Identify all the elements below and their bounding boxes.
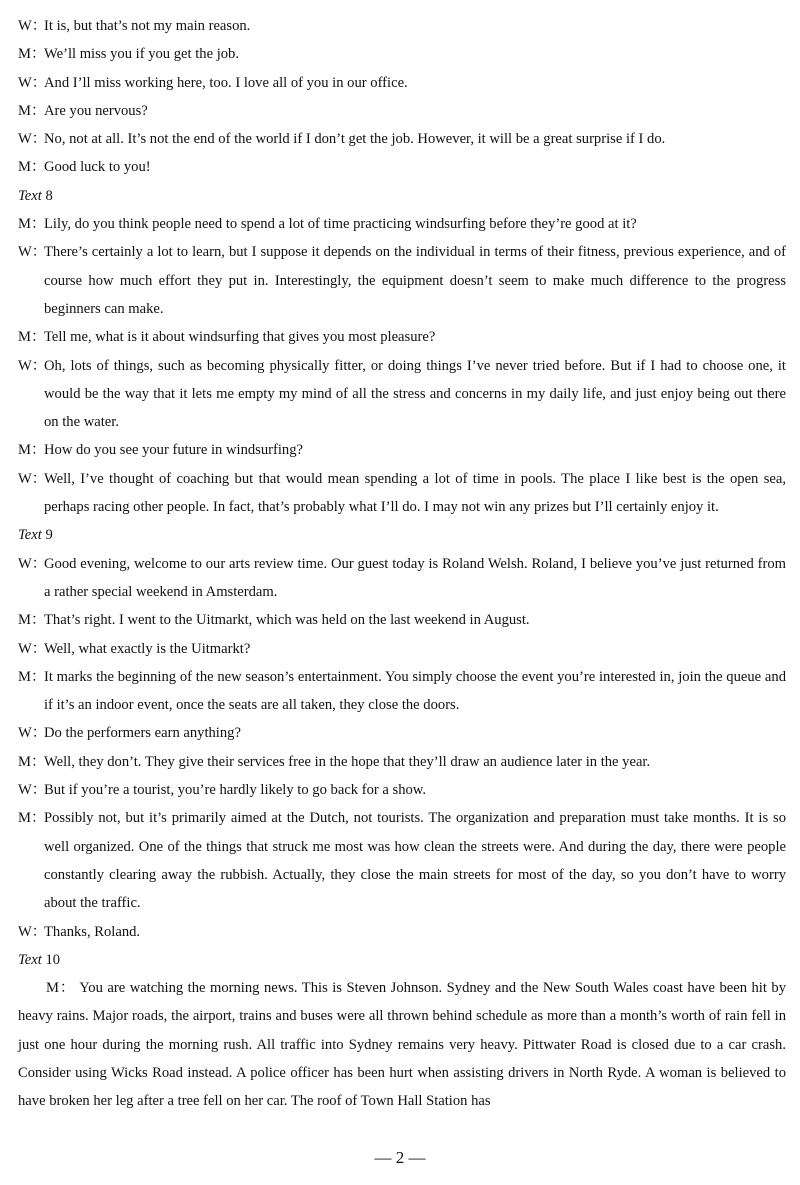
speaker-label: W： [18,244,47,261]
dialogue-turn [18,748,786,776]
speech-text: Are you nervous? [44,102,148,119]
dialogue-turn [18,663,786,720]
dialogue-turn [18,776,786,804]
dialogue-turn [18,125,786,153]
speech-text: Well, what exactly is the Uitmarkt? [44,640,251,657]
speech-text: Do the performers earn anything? [44,725,241,742]
speech-text: Thanks, Roland. [44,923,141,940]
speaker-label: W： [18,923,47,940]
dialogue-turn [18,606,786,634]
section-heading-label: Text [18,951,42,968]
speaker-label: W： [18,357,47,374]
speech-text: No, not at all. It’s not the end of the world if I don’t get the job. However, it will be a great surprise if I do. [44,131,666,148]
speech-text: It is, but that’s not my main reason. [44,18,251,34]
speech-text: Tell me, what is it about windsurfing that gives you most pleasure? [44,329,436,346]
speech-text: Lily, do you think people need to spend a lot of time practicing windsurfing before they’re good at it? [44,216,637,233]
speaker-label: M： [18,46,46,63]
speaker-label: W： [18,18,47,34]
dialogue-turn [18,465,786,522]
transcript-page [18,12,786,1116]
speech-text: But if you’re a tourist, you’re hardly likely to go back for a show. [44,782,427,799]
text8-section [18,182,786,522]
speech-text: Good evening, welcome to our arts review time. Our guest today is Roland Welsh. Roland, I believe you’ve just returned from a rather special weekend in Amsterdam. [44,555,786,600]
dialogue-turn [18,635,786,663]
text9-section [18,521,786,945]
dialogue-turn [18,210,786,238]
dialogue-turn [18,153,786,181]
speech-text: How do you see your future in windsurfing? [44,442,303,459]
dialogue-turn [18,40,786,68]
speech-text: Oh, lots of things, such as becoming physically fitter, or doing things I’ve never tried before. But if I had to choose one, it would be the way that it lets me empty my mind of all the stress and concerns in my daily life, and just enjoy being out there on the water. [44,357,786,431]
dialogue-section-continued [18,12,786,182]
page-number: — 2 — [374,1148,426,1167]
section-heading-number: 10 [45,951,61,968]
dialogue-turn [18,12,786,40]
speech-text: And I’ll miss working here, too. I love all of you in our office. [44,74,408,91]
speaker-label: M： [46,980,76,997]
speaker-label: M： [18,442,46,459]
dialogue-turn [18,719,786,747]
dialogue-turn [18,804,786,917]
speech-text: We’ll miss you if you get the job. [44,46,240,63]
speech-text: Well, I’ve thought of coaching but that would mean spending a lot of time in pools. The place I like best is the open sea, perhaps racing other people. In fact, that’s probably what I’ll do. I may not win any prizes but I’ll certainly enjoy it. [44,470,786,516]
speaker-label: W： [18,555,47,572]
speaker-label: M： [18,753,46,770]
news-monologue [18,974,786,1115]
speech-text: Well, they don’t. They give their services free in the hope that they’ll draw an audience later in the year. [44,753,651,770]
speech-text: That’s right. I went to the Uitmarkt, which was held on the last weekend in August. [44,612,530,629]
dialogue-turn [18,918,786,946]
dialogue-turn [18,69,786,97]
section-heading [18,521,786,549]
speaker-label: M： [18,216,46,233]
text10-section [18,946,786,1116]
dialogue-turn [18,323,786,351]
speaker-label: W： [18,640,47,657]
speaker-label: M： [18,810,46,827]
speaker-label: W： [18,470,47,487]
section-heading-number: 9 [45,527,53,544]
speaker-label: W： [18,725,47,742]
section-heading-label: Text [18,187,42,204]
section-heading [18,182,786,210]
section-heading [18,946,786,974]
speech-text: You are watching the morning news. This is Steven Johnson. Sydney and the New South Wales coast have been hit by heavy rains. Major roads, the airport, trains and buses were all thrown behind schedule as more than a month’s worth of rain fell in just one hour during the morning rush. All traffic into Sydney remains very heavy. Pittwater Road is closed due to a car crash. Consider using Wicks Road instead. A police officer has been hurt when assisting drivers in North Ryde. A woman is believed to have broken her leg after a tree fell on her car. The roof of Town Hall Station has [18,980,786,1110]
speech-text: Possibly not, but it’s primarily aimed at the Dutch, not tourists. The organization and preparation must take months. It is so well organized. One of the things that struck me most was how clean the streets were. And during the day, there were people constantly clearing away the rubbish. Actually, they close the main streets for most of the day, so you don’t have to worry about the traffic. [44,810,786,912]
section-heading-number: 8 [45,187,53,204]
speech-text: There’s certainly a lot to learn, but I suppose it depends on the individual in terms of their fitness, previous experience, and of course how much effort they put in. Interestingly, the equipment doesn’t seem to make much difference to the progress beginners can make. [44,244,786,317]
dialogue-turn [18,97,786,125]
speech-text: It marks the beginning of the new season’s entertainment. You simply choose the event you’re interested in, join the queue and if it’s an indoor event, once the seats are all taken, they close the doors. [44,668,786,714]
speaker-label: M： [18,102,46,119]
section-heading-label: Text [18,527,42,544]
speaker-label: M： [18,612,46,629]
speaker-label: W： [18,131,47,148]
speaker-label: M： [18,668,46,685]
dialogue-turn [18,550,786,607]
speaker-label: W： [18,782,47,799]
dialogue-turn [18,436,786,464]
speaker-label: M： [18,159,46,176]
speaker-label: W： [18,74,47,91]
speech-text: Good luck to you! [44,159,151,176]
speaker-label: M： [18,329,46,346]
dialogue-turn [18,352,786,437]
dialogue-turn [18,238,786,323]
